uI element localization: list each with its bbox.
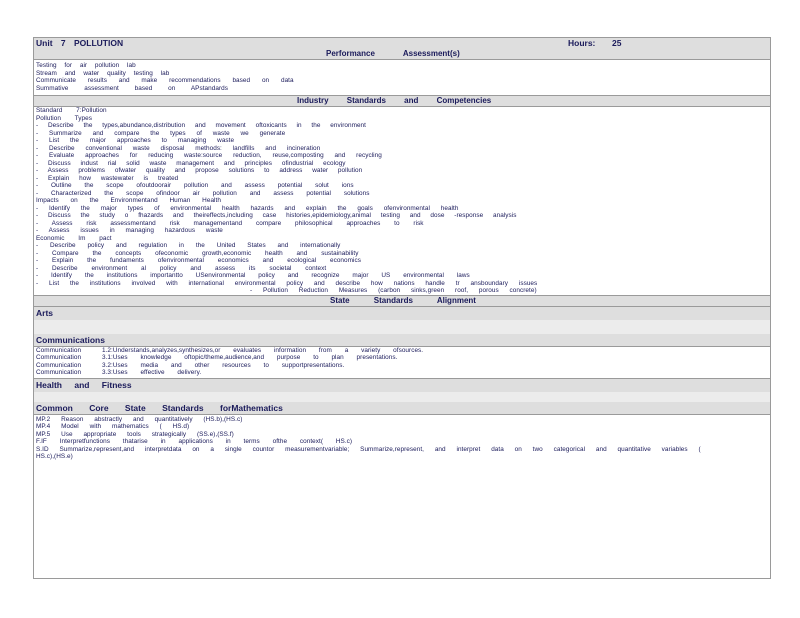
industry-item: - Outline the scope ofoutdoorair pollution and assess potential solut ions <box>36 182 354 189</box>
industry-item: - Identify the institutions importantto USenvironmental policy and recognize major US environmental laws <box>36 272 470 279</box>
performance-item: Testing for air pollution lab <box>36 62 136 69</box>
communication-label: Communication <box>36 361 82 369</box>
industry-item: - Evaluate approaches for reducing waste:source reduction, reuse,composting and recycling <box>36 152 382 159</box>
industry-item: - Describe policy and regulation in the United States and internationally <box>36 242 341 249</box>
industry-item: - Describe conventional waste disposal methods: landfills and incineration <box>36 144 321 152</box>
performance-list <box>34 59 770 95</box>
industry-item: - Explain the fundaments ofenvironmental economics and ecological economics <box>36 257 361 264</box>
unit-title: Unit 7 POLLUTION <box>36 38 124 48</box>
arts-spacer <box>34 320 770 334</box>
industry-item: Pollution Types <box>36 114 92 122</box>
industry-item: - Assess issues in managing hazardous waste <box>36 227 223 234</box>
ccss-section: Common Core State Standards forMathematics <box>34 402 770 414</box>
industry-item: - Explain how wastewater is treated <box>36 174 179 182</box>
math-item: S.ID Summarize,represent,and interpretdata on a single countor measurementvariable; Summarize,represent, and interpret data on two categorical and quantitative variables ( <box>36 445 701 453</box>
communication-text: 3.2:Uses media and other resources to supportpresentations. <box>102 361 345 369</box>
performance-item: Summative assessment based on APstandards <box>36 84 228 92</box>
communication-text: 3.3:Uses effective delivery. <box>102 369 202 376</box>
performance-item: Stream and water quality testing lab <box>36 69 170 77</box>
hours-value: 25 <box>612 38 622 48</box>
industry-heading: Industry Standards and Competencies <box>297 96 492 105</box>
industry-item: - Describe environment al policy and assess its societal context <box>36 264 327 272</box>
communication-text: 1.2:Understands,analyzes,synthesizes,or evaluates information from a variety ofsources. <box>102 346 424 354</box>
curriculum-table <box>33 37 771 579</box>
communication-item <box>34 362 770 370</box>
communication-label: Communication <box>36 369 82 376</box>
health-spacer <box>34 392 770 402</box>
math-item: F.IF Interpretfunctions thatarise in applications in terms ofthe context( HS.c) <box>36 438 353 445</box>
communication-item <box>34 347 770 355</box>
communications-section: Communications <box>34 334 770 346</box>
industry-item: - List the major approaches to managing waste <box>36 137 235 144</box>
arts-section: Arts <box>34 306 770 320</box>
industry-item: - Summarize and compare the types of waste we generate <box>36 129 286 137</box>
math-list <box>34 414 770 462</box>
communication-item <box>34 369 770 377</box>
unit-header-row <box>34 38 770 49</box>
math-item: MP.5 Use appropriate tools strategically (SS.e),(SS.f) <box>36 430 234 438</box>
communication-label: Communication <box>36 346 82 354</box>
health-section: Health and Fitness <box>34 378 770 392</box>
industry-item: - Assess risk assessmentand risk managementand compare philosophical approaches to risk <box>36 219 424 227</box>
hours-label: Hours: <box>568 38 596 48</box>
state-header <box>34 295 770 306</box>
industry-item: - Describe the types,abundance,distribution and movement oftoxicants in the environment <box>36 122 366 129</box>
industry-item: - Characterized the scope ofindoor air pollution and assess potential solutions <box>36 189 370 197</box>
industry-item: - Assess problems ofwater quality and propose solutions to address water pollution <box>36 167 363 174</box>
communication-item <box>34 354 770 362</box>
performance-heading: Performance Assessment(s) <box>326 49 460 58</box>
performance-item: Communicate results and make recommendations based on data <box>36 77 294 84</box>
industry-item: - Discuss the study o fhazards and theireffects,including case histories,epidemiology,animal testing and dose -response analysis <box>36 212 517 219</box>
industry-item: - Identify the major types of environmental health hazards and explain the goals ofenvironmental health <box>36 204 459 212</box>
communication-label: Communication <box>36 354 82 361</box>
industry-item: - Discuss indust rial solid waste management and principles ofindustrial ecology <box>36 159 346 167</box>
math-item: MP.4 Model with mathematics ( HS.d) <box>36 423 190 430</box>
industry-item: - Compare the concepts ofeconomic growth,economic health and sustainability <box>36 249 359 257</box>
math-item: HS.c),(HS.e) <box>36 453 73 460</box>
state-heading: State Standards Alignment <box>330 295 476 305</box>
industry-item: Economic Im pact <box>36 234 112 242</box>
industry-item: Impacts on the Environmentand Human Health <box>36 197 221 204</box>
industry-header <box>34 95 770 106</box>
performance-header <box>34 49 770 59</box>
math-item: MP.2 Reason abstractly and quantitatively (HS.b),(HS.c) <box>36 415 243 423</box>
communication-text: 3.1:Uses knowledge oftopic/theme,audience,and purpose to plan presentations. <box>102 354 398 361</box>
industry-item: - List the institutions involved with international environmental policy and describe how nations handle tr ansboundary issues <box>36 279 538 287</box>
industry-list <box>34 106 770 295</box>
industry-item: - Pollution Reduction Measures (carbon sinks,green roof, porous concrete) <box>250 287 537 294</box>
industry-item: Standard 7:Pollution <box>36 107 107 114</box>
communications-list <box>34 346 770 378</box>
